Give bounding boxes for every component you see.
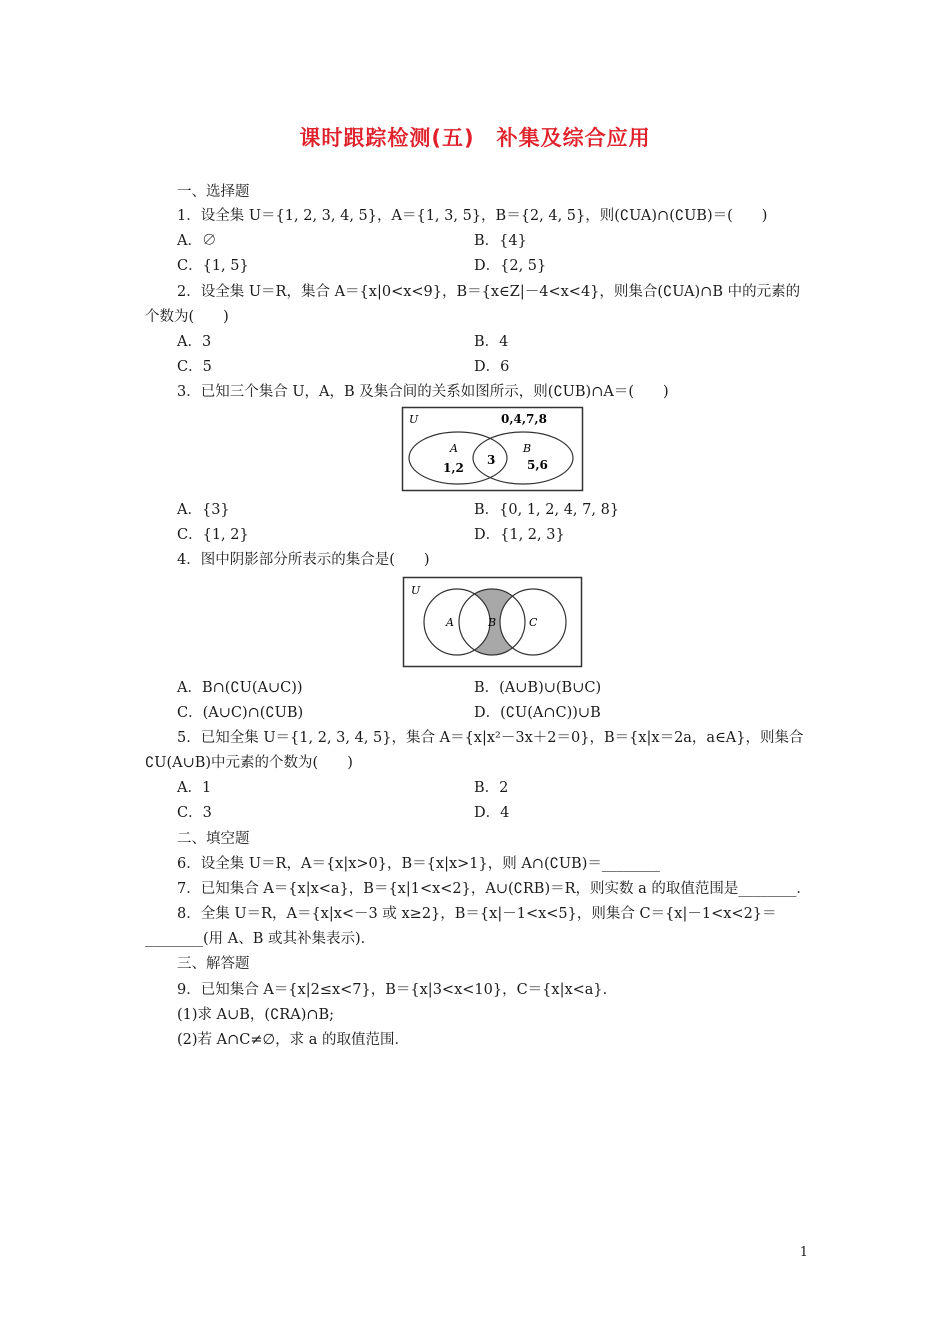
q1-option-a: A．∅	[177, 233, 217, 249]
outside-elements: 0,4,7,8	[501, 412, 547, 426]
question-9-part-1: (1)求 A∪B，(∁RA)∩B;	[177, 1007, 335, 1023]
section-heading-fill: 二、填空题	[177, 831, 250, 847]
page-number: 1	[799, 1245, 808, 1260]
set-b-label: B	[523, 442, 532, 455]
q2-option-a: A．3	[177, 334, 212, 350]
b-only-elements: 5,6	[527, 458, 548, 472]
q3-option-a: A．{3}	[177, 502, 230, 518]
question-6: 6．设全集 U＝R，A＝{x|x>0}，B＝{x|x>1}，则 A∩(∁UB)＝________	[177, 856, 660, 872]
universe-label: U	[411, 584, 421, 597]
intersection-elements: 3	[487, 453, 496, 467]
section-heading-answer: 三、解答题	[177, 956, 250, 972]
q1-option-c: C．{1, 5}	[177, 258, 249, 274]
question-2-stem-cont: 个数为( )	[145, 309, 229, 325]
q1-option-b: B．{4}	[474, 233, 527, 249]
q5-option-d: D．4	[474, 805, 510, 821]
q3-option-c: C．{1, 2}	[177, 527, 249, 543]
question-5-stem: 5．已知全集 U＝{1, 2, 3, 4, 5}，集合 A＝{x|x²－3x＋2＝0}，B＝{x|x＝2a，a∈A}，则集合	[177, 730, 804, 746]
question-8: 8．全集 U＝R，A＝{x|x<－3 或 x≥2}，B＝{x|－1<x<5}，则集合 C＝{x|－1<x<2}＝	[177, 906, 777, 922]
page-title: 课时跟踪检测(五) 补集及综合应用	[299, 126, 651, 150]
question-7: 7．已知集合 A＝{x|x<a}，B＝{x|1<x<2}，A∪(∁RB)＝R，则实数 a 的取值范围是________．	[177, 881, 811, 897]
set-a-label: A	[450, 442, 458, 455]
set-a-label: A	[446, 616, 454, 629]
venn-diagram-q3	[401, 406, 584, 492]
question-4-stem: 4．图中阴影部分所表示的集合是( )	[177, 552, 430, 568]
universe-label: U	[409, 413, 419, 426]
venn-diagram-q4	[402, 576, 583, 668]
q2-option-c: C．5	[177, 359, 212, 375]
question-1-stem: 1．设全集 U＝{1, 2, 3, 4, 5}，A＝{1, 3, 5}，B＝{2, 4, 5}，则(∁UA)∩(∁UB)＝( )	[177, 208, 768, 224]
q4-option-d: D．(∁U(A∩C))∪B	[474, 705, 601, 721]
q1-option-d: D．{2, 5}	[474, 258, 547, 274]
question-9-stem: 9．已知集合 A＝{x|2≤x<7}，B＝{x|3<x<10}，C＝{x|x<a}．	[177, 982, 618, 998]
question-3-stem: 3．已知三个集合 U，A，B 及集合间的关系如图所示，则(∁UB)∩A＝( )	[177, 384, 669, 400]
q3-option-b: B．{0, 1, 2, 4, 7, 8}	[474, 502, 620, 518]
set-c-label: C	[529, 616, 538, 629]
question-5-stem-cont: ∁U(A∪B)中元素的个数为( )	[145, 755, 353, 771]
q3-option-d: D．{1, 2, 3}	[474, 527, 565, 543]
question-9-part-2: (2)若 A∩C≠∅，求 a 的取值范围．	[177, 1032, 410, 1048]
q4-option-b: B．(A∪B)∪(B∪C)	[474, 680, 602, 696]
q5-option-b: B．2	[474, 780, 509, 796]
section-heading-choice: 一、选择题	[177, 184, 250, 200]
a-only-elements: 1,2	[443, 461, 464, 475]
question-2-stem: 2．设全集 U＝R，集合 A＝{x|0<x<9}，B＝{x∈Z|－4<x<4}，则集合(∁UA)∩B 中的元素的	[177, 284, 801, 300]
q2-option-d: D．6	[474, 359, 510, 375]
set-b-label: B	[488, 616, 497, 629]
q4-option-c: C．(A∪C)∩(∁UB)	[177, 705, 304, 721]
q2-option-b: B．4	[474, 334, 509, 350]
q5-option-a: A．1	[177, 780, 212, 796]
q4-option-a: A．B∩(∁U(A∪C))	[177, 680, 303, 696]
q5-option-c: C．3	[177, 805, 212, 821]
question-8-cont: ________(用 A、B 或其补集表示)．	[145, 931, 376, 947]
